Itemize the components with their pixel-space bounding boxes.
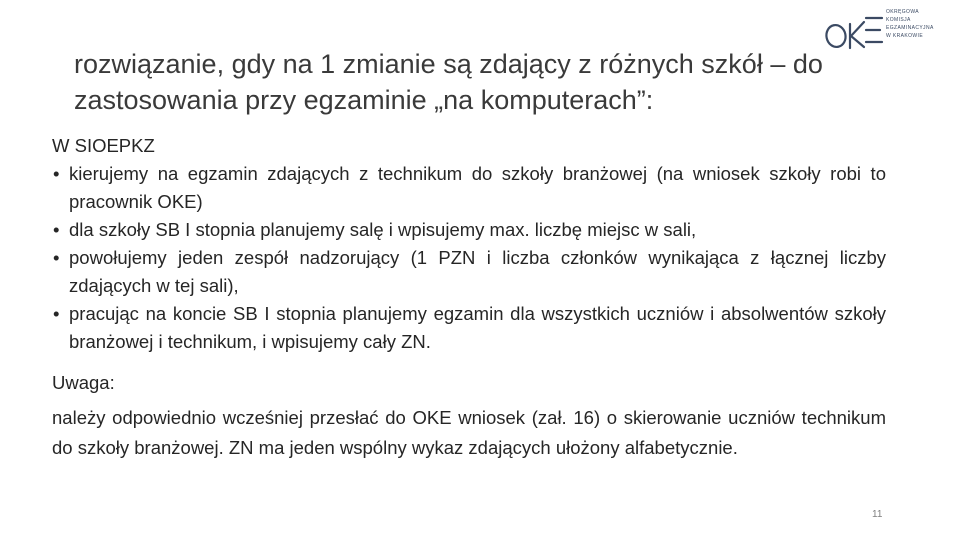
note-label: Uwaga: (52, 372, 115, 393)
bullet-item: • dla szkoły SB I stopnia planujemy salę i wpisujemy max. liczbę miejsc w sali, (52, 216, 886, 244)
logo-line: OKRĘGOWA (886, 9, 920, 15)
slide-title-line-2: zastosowania przy egzaminie „na komputerach”: (74, 85, 654, 115)
slide-content (52, 132, 886, 463)
note-text: należy odpowiednio wcześniej przesłać do OKE wniosek (zał. 16) o skierowanie uczniów technikum do szkoły branżowej. ZN ma jeden wspólny wykaz zdających ułożony alfabetycznie. (52, 407, 886, 458)
bullet-item: • kierujemy na egzamin zdających z technikum do szkoły branżowej (na wniosek szkoły robi to pracownik OKE) (52, 160, 886, 216)
logo-line: EGZAMINACYJNA (886, 25, 934, 31)
bullet-list (52, 160, 886, 356)
bullet-item: • powołujemy jeden zespół nadzorujący (1 PZN i liczba członków wynikająca z łącznej liczby zdających w tej sali), (52, 244, 886, 300)
logo-line: W KRAKOWIE (886, 33, 924, 39)
oke-logo (822, 6, 944, 50)
bullet-item: • pracując na koncie SB I stopnia planujemy egzamin dla wszystkich uczniów i absolwentów szkoły branżowej i technikum, i wpisujemy cały ZN. (52, 300, 886, 356)
oke-logo-text (886, 8, 948, 40)
slide-title-line-1: rozwiązanie, gdy na 1 zmianie są zdający z różnych szkół – do (74, 49, 823, 79)
slide-title (74, 46, 904, 118)
content-heading: W SIOEPKZ (52, 135, 155, 156)
oke-logo-mark-icon (822, 10, 884, 50)
logo-line: KOMISJA (886, 17, 911, 23)
page-number: 11 (872, 509, 883, 520)
